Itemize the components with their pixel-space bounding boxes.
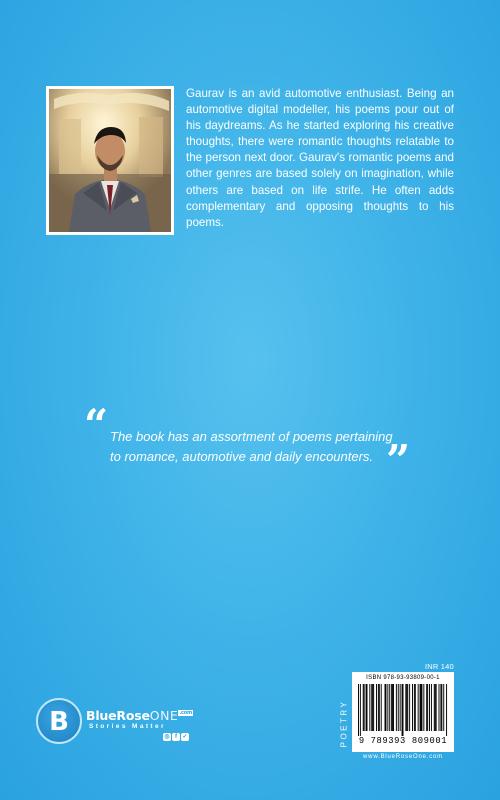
facebook-icon: f [172, 733, 180, 741]
barcode [352, 672, 454, 752]
price-label: INR 140 [425, 662, 454, 671]
author-portrait-image [49, 89, 171, 232]
publisher-website: www.BlueRoseOne.com [363, 754, 443, 760]
author-photo [46, 86, 174, 235]
publisher-name-main: BlueRose [86, 708, 150, 723]
author-bio: Gaurav is an avid automotive enthusiast. Being an automotive digital modeller, his poems pour out of his daydreams. As he started exploring his creative thoughts, there were romantic thoughts relatable to the person next door. Gaurav's romantic poems and other genres are based solely on imagination, while others are based on life strife. He often adds complementary and opposing thoughts to his poems. [186, 87, 454, 229]
isbn-text: ISBN 978-93-93809-00-1 [366, 675, 440, 681]
publisher-emblem [36, 698, 82, 744]
social-icons [163, 733, 189, 741]
publisher-name-suffix: .com [179, 710, 193, 716]
barcode-number: 9 789393 809001 [358, 736, 448, 746]
barcode-bars [358, 684, 448, 736]
book-blurb-quote: The book has an assortment of poems pertaining to romance, automotive and daily encounters. [110, 429, 393, 464]
close-quote-mark: ” [386, 436, 411, 485]
publisher-name [86, 708, 193, 723]
twitter-icon: ✓ [182, 734, 188, 740]
publisher-emblem-letter: B [49, 707, 69, 737]
open-quote-mark: “ [84, 400, 109, 449]
instagram-icon: ◎ [164, 734, 170, 740]
genre-text: POETRY [339, 699, 349, 747]
publisher-logo [36, 698, 193, 750]
publisher-name-one: ONE [149, 708, 179, 723]
publisher-tagline: Stories Matter [89, 723, 166, 730]
